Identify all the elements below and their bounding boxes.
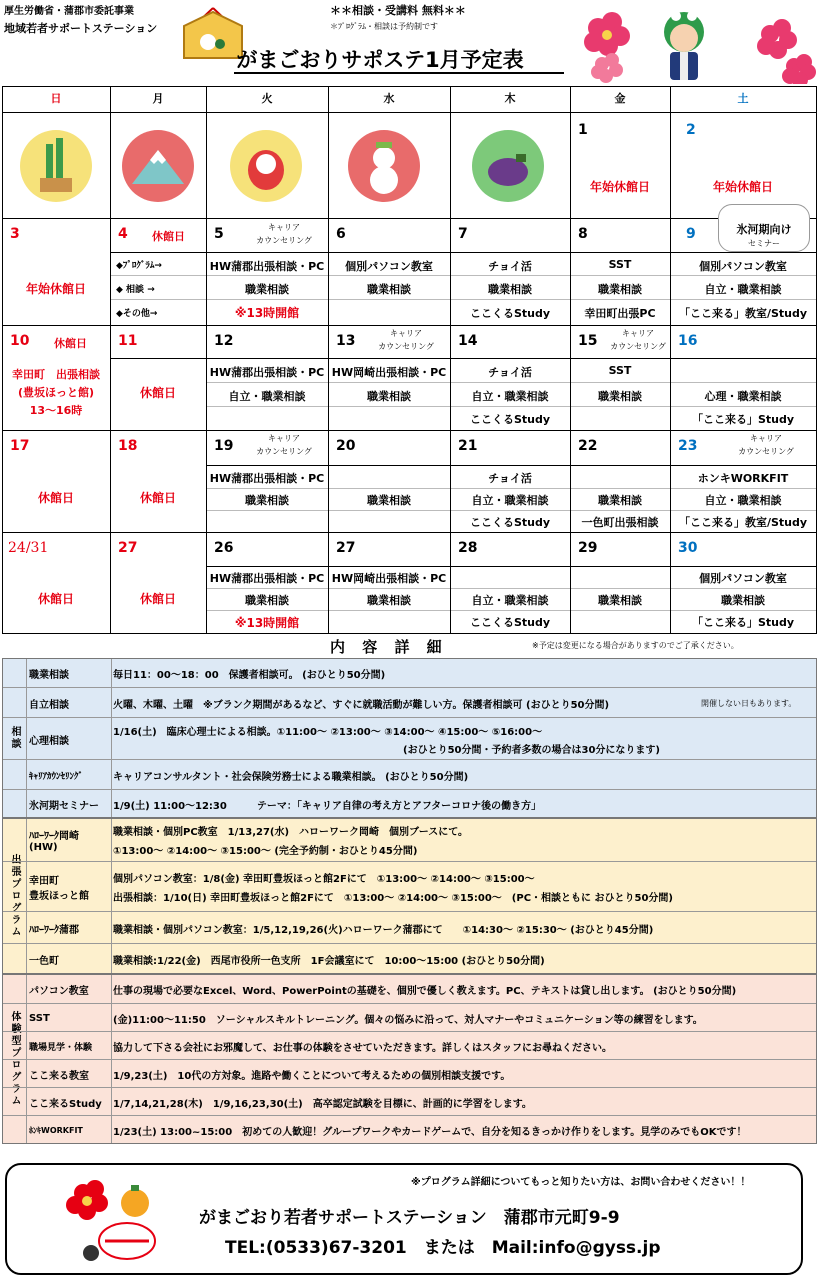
date-2: 2 [686,122,696,138]
date-27: 27 [336,540,356,556]
date-21: 21 [458,438,478,454]
consult-23: 自立・職業相談 [704,494,782,507]
row-label: 心理相談 [29,735,69,747]
date-7: 7 [458,226,468,242]
eggplant-icon [472,130,544,202]
detail-row [3,659,816,687]
legend-consult: ◆ 相談 → [116,285,155,295]
detail-row [3,1087,816,1115]
row-content: 1/9(土) 11:00～12:30 テーマ：「キャリア自律の考え方とアフターコロナ後の働き方」 [113,800,542,812]
consult-28: 自立・職業相談 [471,594,549,607]
detail-row [3,1031,816,1059]
row-label: ﾊﾛｰﾜｰｸ蒲郡 [29,924,79,936]
row-content: 職業相談・個別パソコン教室：1/5,12,19,26(火)ハローワーク蒲郡にて ①14:30～ ②15:30～ (おひとり45分間) [113,924,654,936]
legend-program: ◆ﾌﾟﾛｸﾞﾗﾑ→ [116,261,162,271]
row-content-line2: ①13:00～ ②14:00～ ③15:00～ (完全予約制・おひとり45分間) [113,846,418,857]
date-5: 5 [214,226,224,242]
detail-row [3,975,816,1003]
row-label: SST [29,1012,50,1024]
row-content-line2: (おひとり50分間・予約者多数の場合は30分になります) [403,744,660,756]
row-content: 協力して下さる会社にお邪魔して、お仕事の体験をさせていただきます。詳しくはスタッフにお尋ねください。 [113,1042,612,1054]
row-content-line1: 1/16(土) 臨床心理士による相談。①11:00～ ②13:00～ ③14:00～ ④15:00～ ⑤16:00～ [113,726,543,738]
weekday-wed: 水 [383,92,395,105]
detail-row [3,759,816,789]
closed-newyear-1: 年始休館日 [589,180,650,194]
closed-24: 休館日 [37,592,74,606]
career-label-15: キャリア [622,329,654,338]
other-16: 「ここ来る」Study [691,413,795,426]
consult-13: 職業相談 [367,390,411,403]
counseling-label-23: カウンセリング [738,447,794,456]
row-label: ここ来るStudy [29,1098,102,1110]
other-9: 「ここ来る」教室/Study [678,307,808,320]
date-19: 19 [214,438,234,454]
detail-row [3,861,816,911]
experience-section [2,974,817,1144]
detail-row [3,687,816,717]
kota-time: 13～16時 [29,404,83,417]
detail-row [3,1059,816,1087]
details-note: ※予定は変更になる場合がありますのでご了承ください。 [532,641,739,650]
date-25: 27 [118,540,138,556]
closed-newyear-3: 年始休館日 [25,282,86,296]
row-label [29,819,79,861]
legend-other: ◆その他→ [116,309,158,319]
date-16: 16 [678,333,698,349]
program-7: チョイ活 [488,260,532,273]
program-30: 個別パソコン教室 [699,572,787,585]
program-13: HW岡崎出張相談・PC [331,366,447,379]
closed-18: 休館日 [139,491,176,505]
seminar-title: 氷河期向け [736,223,792,236]
row-content [113,819,468,861]
closed-17: 休館日 [37,491,74,505]
date-15: 15 [578,333,598,349]
program-26: HW蒲郡出張相談・PC [209,572,325,585]
outreach-label: 出張プログラム [3,819,27,973]
consult-6: 職業相談 [367,283,411,296]
date-12: 12 [214,333,234,349]
date-24-31: 24/31 [8,540,49,556]
consult-label: 相談 [3,659,27,817]
weekday-mon: 月 [152,92,164,105]
row-label: ﾎﾝｷWORKFIT [29,1125,83,1135]
date-11: 11 [118,333,138,349]
date-6: 6 [336,226,346,242]
detail-row [3,789,816,817]
career-label-13: キャリア [390,329,422,338]
program-9: 個別パソコン教室 [699,260,787,273]
date-18: 18 [118,438,138,454]
program-8: SST [608,258,632,271]
closed-25: 休館日 [139,592,176,606]
consult-8: 職業相談 [598,283,642,296]
detail-row [3,943,816,973]
row-label: 職業相談 [29,669,69,681]
row-content: 職業相談:1/22(金) 西尾市役所一色支所 1F会議室にて 10:00～15:00 (おひとり50分間) [113,955,545,967]
row-label: ｷｬﾘｱｶｳﾝｾﾘﾝｸﾞ [29,771,84,782]
row-label [29,862,89,912]
details-title: 内 容 詳 細 [330,638,448,656]
date-20: 20 [336,438,356,454]
closed-11: 休館日 [139,386,176,400]
detail-row [3,911,816,943]
daruma-icon [230,130,302,202]
row-label: ここ来る教室 [29,1070,89,1082]
row-label-line2: (HW) [29,842,58,853]
other-8: 幸田町出張PC [584,307,656,320]
counseling-label-13: カウンセリング [378,342,434,351]
program-15: SST [608,364,632,377]
closed-newyear-2: 年始休館日 [712,180,773,194]
career-label-5: キャリア [268,223,300,232]
detail-row [3,1115,816,1143]
row-content [113,862,673,912]
date-3: 3 [10,226,20,242]
calendar-grid [2,86,817,634]
mount-fuji-icon [122,130,194,202]
open13-5: ※13時開館 [234,306,300,320]
consult-9: 自立・職業相談 [704,283,782,296]
other-7: ここくるStudy [469,307,551,320]
consult-22: 職業相談 [598,494,642,507]
date-23: 23 [678,438,698,454]
date-8: 8 [578,226,588,242]
other-21: ここくるStudy [469,516,551,529]
weekday-sun: 日 [50,92,62,105]
career-label-23: キャリア [750,434,782,443]
date-13: 13 [336,333,356,349]
consult-16: 心理・職業相談 [704,390,782,403]
date-10: 10 [10,333,30,349]
closed-10: 休館日 [54,337,87,350]
date-29: 29 [578,540,598,556]
weekday-sat: 土 [737,92,749,105]
weekday-thu: 木 [504,92,516,105]
row-label-line2: 豊坂ほっと館 [29,891,89,902]
date-28: 28 [458,540,478,556]
plum-mandarin-icon [61,1179,161,1269]
date-4: 4 [118,226,128,242]
program-14: チョイ活 [488,366,532,379]
row-content: 1/9,23(土) 10代の方対象。進路や働くことについて考えるための個別相談支援です。 [113,1070,511,1082]
footer-org: がまごおり若者サポートステーション 蒲郡市元町9-9 [199,1208,620,1228]
row-label-line1: 幸田町 [29,876,59,887]
detail-row [3,819,816,861]
row-content: 1/7,14,21,28(木) 1/9,16,23,30(土) 高卒認定試験を目標に、計画的に学習をします。 [113,1098,532,1110]
closed-4: 休館日 [152,230,185,243]
consult-19: 職業相談 [245,494,289,507]
counseling-label-19: カウンセリング [256,447,312,456]
row-note: 開催しない日もあります。 [701,699,797,708]
row-content: (金)11:00～11:50 ソーシャルスキルトレーニング。個々の悩みに沿って、対人マナーやコミュニケーション等の練習をします。 [113,1014,703,1026]
other-28: ここくるStudy [469,616,551,629]
row-content [113,718,660,760]
date-17: 17 [10,438,30,454]
consult-12: 自立・職業相談 [228,390,306,403]
row-label-line1: ﾊﾛｰﾜｰｸ岡崎 [29,831,79,842]
row-label: 一色町 [29,955,59,967]
consult-30: 職業相談 [721,594,765,607]
consult-5: 職業相談 [245,283,289,296]
date-9: 9 [686,226,696,242]
program-27: HW岡崎出張相談・PC [331,572,447,585]
consult-7: 職業相談 [488,283,532,296]
plum-flowers-mascot-icon [572,4,816,84]
open13-26: ※13時開館 [234,616,300,630]
row-content: 毎日11：00～18：00 保護者相談可。 (おひとり50分間) [113,669,386,681]
counseling-label-15: カウンセリング [610,342,666,351]
organization-name: 地域若者サポートステーション [4,22,158,35]
date-26: 26 [214,540,234,556]
footer-note: ※プログラム詳細についてもっと知りたい方は、お問い合わせください！！ [411,1177,751,1188]
row-content: 1/23(土) 13:00~15:00 初めての人歓迎！グループワークやカードゲームで、自分を知るきっかけ作りをします。見学のみでもOKです！ [113,1126,747,1138]
snowman-icon [348,130,420,202]
weekday-tue: 火 [261,92,273,105]
consult-20: 職業相談 [367,494,411,507]
consult-section [2,658,817,818]
program-6: 個別パソコン教室 [345,260,433,273]
program-5: HW蒲郡出張相談・PC [209,260,325,273]
date-1: 1 [578,122,588,138]
detail-row [3,1003,816,1031]
footer-box [5,1163,803,1275]
date-30: 30 [678,540,698,556]
row-label: 職場見学・体験 [29,1042,93,1053]
seminar-sub: セミナー [748,239,780,248]
date-22: 22 [578,438,598,454]
row-content: 火曜、木曜、土曜 ※ブランク期間があるなど、すぐに就職活動が難しい方。保護者相談可 (おひとり50分間) [113,699,610,711]
consult-15: 職業相談 [598,390,642,403]
kota-place: (豊坂ほっと館) [17,386,95,399]
consult-26: 職業相談 [245,594,289,607]
date-14: 14 [458,333,478,349]
kadomatsu-icon [20,130,92,202]
detail-row [3,717,816,759]
other-14: ここくるStudy [469,413,551,426]
program-23: ホンキWORKFIT [697,472,789,485]
other-30: 「ここ来る」Study [691,616,795,629]
row-content: 仕事の現場で必要なExcel、Word、PowerPointの基礎を、個別で優しく教えます。PC、テキストは貸し出します。 (おひとり50分間) [113,985,737,997]
seminar-badge [718,204,810,252]
other-23: 「ここ来る」教室/Study [678,516,808,529]
experience-label: 体験型プログラム [3,975,27,1143]
consult-14: 自立・職業相談 [471,390,549,403]
program-19: HW蒲郡出張相談・PC [209,472,325,485]
program-12: HW蒲郡出張相談・PC [209,366,325,379]
row-label: 自立相談 [29,699,69,711]
title-underline [234,72,564,74]
kota-title: 幸田町 出張相談 [12,368,100,381]
weekday-fri: 金 [614,92,626,105]
row-label: パソコン教室 [29,985,89,997]
row-content-line2: 出張相談：1/10(日) 幸田町豊坂ほっと館2Fにて ①13:00～ ②14:00～ ③15:00～ (PC・相談ともに おひとり50分間) [113,893,673,904]
career-label-19: キャリア [268,434,300,443]
consult-29: 職業相談 [598,594,642,607]
other-22: 一色町出張相談 [581,516,659,529]
sponsor-text: 厚生労働省・蒲郡市委託事業 [4,6,134,17]
counseling-label-5: カウンセリング [256,236,312,245]
row-content: キャリアコンサルタント・社会保険労務士による職業相談。 (おひとり50分間) [113,771,469,783]
row-content-line1: 個別パソコン教室：1/8(金) 幸田町豊坂ほっと館2Fにて ①13:00～ ②14:00～ ③15:00～ [113,874,535,885]
footer-contact: TEL:(0533)67-3201 または Mail:info@gyss.jp [225,1238,661,1258]
reservation-notice: ＊ﾌﾟﾛｸﾞﾗﾑ・相談は予約制です [330,22,438,31]
outreach-section [2,818,817,974]
row-content-line1: 職業相談・個別PC教室 1/13,27(水) ハローワーク岡崎 個別ブースにて。 [113,827,469,838]
program-21: チョイ活 [488,472,532,485]
row-label: 氷河期セミナー [29,800,99,812]
free-notice: ＊＊相談・受講料 無料＊＊ [330,4,466,17]
page-title: がまごおりサポステ1月予定表 [236,48,524,72]
consult-27: 職業相談 [367,594,411,607]
consult-21: 自立・職業相談 [471,494,549,507]
